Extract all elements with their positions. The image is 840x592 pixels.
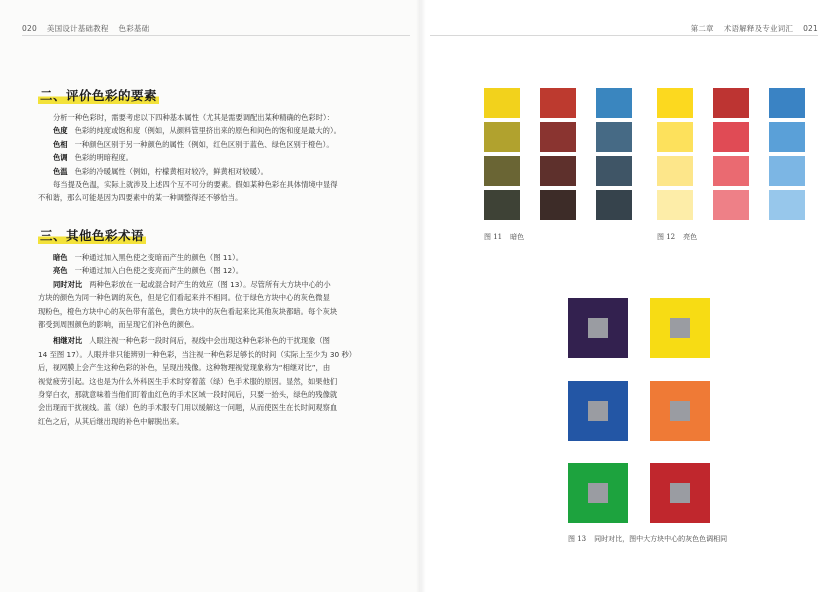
figure-13-caption: [568, 534, 727, 544]
tint-column-yellow: [657, 88, 693, 224]
contrast-square-yellow: [650, 298, 710, 358]
shade-column-yellow: [484, 88, 520, 224]
section1-body: [38, 111, 378, 205]
shade-swatch: [540, 122, 576, 152]
shade-swatch: [540, 190, 576, 220]
contrast-square-orange: [650, 381, 710, 441]
contrast-square-red: [650, 463, 710, 523]
tint-swatch: [769, 190, 805, 220]
tint-swatch: [657, 156, 693, 186]
figure-11-number: 图 11: [484, 233, 503, 241]
section1-closing-line-1: 每当提及色温，实际上就涉及上述四个互不可分的要素。假如某种色彩在具体情境中显得: [53, 180, 338, 190]
term-temperature: 色温: [53, 166, 68, 176]
page-number-right: 021: [803, 24, 818, 33]
successive-line-3: 后，视网膜上会产生这种色彩的补色，呈现出残像。这种物理视觉现象称为“相继对比”，由: [38, 363, 331, 373]
section-title-other-terms: 三、其他色彩术语: [40, 228, 145, 243]
shade-swatch: [540, 156, 576, 186]
gray-center-square: [670, 401, 690, 421]
tint-swatch: [713, 122, 749, 152]
tint-swatch: [713, 156, 749, 186]
term-row-chroma: [38, 124, 378, 137]
shade-swatch: [484, 122, 520, 152]
figure-12-title: 亮色: [683, 233, 698, 241]
term-row-successive-contrast: [38, 334, 378, 347]
section1-closing-line-2: 不和谐，那么可能是因为四要素中的某一种调整得还不够恰当。: [38, 193, 243, 203]
gray-center-square: [588, 318, 608, 338]
successive-line-2: 14 至图 17）。人眼并非只能辨别一种色彩，当注视一种色彩足够长的时间（实际上至少为 30 秒）: [38, 349, 357, 359]
term-row-simultaneous-contrast: [38, 278, 378, 291]
tint-swatch: [769, 88, 805, 118]
successive-line-5: 身穿白衣，那就意味着当他们盯着血红色的手术区域一段时间后，只要一抬头，绿色的残像就: [38, 390, 338, 400]
successive-line-7: 红色之后，从其后继出现的补色中解脱出来。: [38, 416, 184, 426]
successive-line-4: 视觉疲劳引起。这也是为什么外科医生手术时穿着蓝（绿）色手术服的原因。显然，如果他们: [38, 376, 338, 386]
gray-center-square: [670, 483, 690, 503]
running-head-left: [22, 23, 149, 34]
contrast-square-purple: [568, 298, 628, 358]
term-shade: 暗色: [53, 253, 68, 262]
definition-tone: 色彩的明暗程度。: [74, 153, 133, 163]
term-successive-contrast: 相继对比: [53, 336, 83, 346]
term-row-tone: [38, 151, 378, 164]
tint-swatch: [657, 88, 693, 118]
section-title-evaluate: 二、评价色彩的要素: [40, 88, 158, 103]
term-chroma: 色度: [53, 126, 68, 136]
definition-shade: 一种通过加入黑色使之变暗而产生的颜色（图 11）。: [74, 253, 244, 262]
book-subtitle: 色彩基础: [118, 24, 150, 33]
gray-center-square: [588, 401, 608, 421]
definition-hue: 一种颜色区别于另一种颜色的属性（例如，红色区别于蓝色、绿色区别于橙色）。: [74, 139, 334, 149]
figure-11-caption: [484, 232, 524, 242]
tint-swatch: [769, 122, 805, 152]
shade-swatch: [484, 190, 520, 220]
tint-column-red: [713, 88, 749, 224]
shade-swatch: [484, 88, 520, 118]
simultaneous-line-2: 方块的颜色为同一种色调的灰色，但是它们看起来并不相同。位于绿色方块中心的灰色微显: [38, 293, 330, 303]
tint-swatch: [657, 190, 693, 220]
page-number-left: 020: [22, 24, 37, 33]
definition-tint: 一种通过加入白色使之变亮而产生的颜色（图 12）。: [74, 266, 244, 276]
successive-line-6: 会出现而干扰视线。蓝（绿）色的手术服专门用以缓解这一问题，从而使医生在长时间观察血: [38, 403, 338, 413]
figure-11-title: 暗色: [510, 233, 525, 241]
term-row-tint: [38, 264, 378, 277]
book-title: 美国设计基础教程: [46, 24, 109, 33]
term-tint: 亮色: [53, 266, 68, 276]
definition-chroma: 色彩的纯度或饱和度（例如，从颜料管里挤出来的原色和间色的饱和度是最大的）。: [74, 126, 341, 136]
running-head-right: [691, 23, 818, 34]
term-hue: 色相: [53, 139, 68, 149]
tint-swatch: [657, 122, 693, 152]
successive-line-1: 人眼注视一种色彩一段时间后，视线中会出现这种色彩补色的干扰现象（图: [89, 336, 330, 346]
figure-12-number: 图 12: [657, 233, 676, 241]
shade-swatch: [596, 122, 632, 152]
term-simultaneous-contrast: 同时对比: [53, 279, 83, 289]
section1-intro: 分析一种色彩时，需要考虑以下四种基本属性（尤其是需要调配出某种精确的色彩时）：: [53, 113, 334, 122]
shade-swatch: [596, 156, 632, 186]
contrast-square-green: [568, 463, 628, 523]
shade-column-red: [540, 88, 576, 224]
shade-swatch: [484, 156, 520, 186]
tint-swatch: [713, 190, 749, 220]
header-rule-right: [430, 35, 818, 36]
gray-center-square: [670, 318, 690, 338]
chapter-title: 术语解释及专业词汇: [723, 24, 794, 33]
simultaneous-line-4: 都受到周围颜色的影响，而呈现它们补色的颜色。: [38, 320, 199, 330]
shade-swatch: [596, 190, 632, 220]
header-rule-left: [22, 35, 410, 36]
figure-12-caption: [657, 232, 697, 242]
book-gutter: [416, 0, 426, 592]
simultaneous-line-3: 现粉色，橙色方块中心的灰色带有蓝色，黄色方块中的灰色看起来比其他灰块都暗。每个灰块: [38, 306, 338, 316]
term-tone: 色调: [53, 153, 68, 163]
figure-13-title: 同时对比，图中大方块中心的灰色色调相同: [594, 535, 728, 543]
figure-13-number: 图 13: [568, 535, 587, 543]
term-row-shade: [38, 251, 378, 264]
term-row-hue: [38, 138, 378, 151]
contrast-square-blue: [568, 381, 628, 441]
section2-body: [38, 251, 378, 428]
tint-swatch: [713, 88, 749, 118]
tint-swatch: [769, 156, 805, 186]
term-row-temperature: [38, 165, 378, 178]
shade-swatch: [540, 88, 576, 118]
tint-column-blue: [769, 88, 805, 224]
simultaneous-line-1: 两种色彩放在一起或混合时产生的效应（图 13）。尽管所有大方块中心的小: [89, 279, 331, 289]
definition-temperature: 色彩的冷暖属性（例如，柠檬黄相对较冷，鲜黄相对较暖）。: [74, 166, 268, 176]
chapter-label: 第二章: [690, 24, 714, 33]
gray-center-square: [588, 483, 608, 503]
shade-swatch: [596, 88, 632, 118]
shade-column-blue: [596, 88, 632, 224]
